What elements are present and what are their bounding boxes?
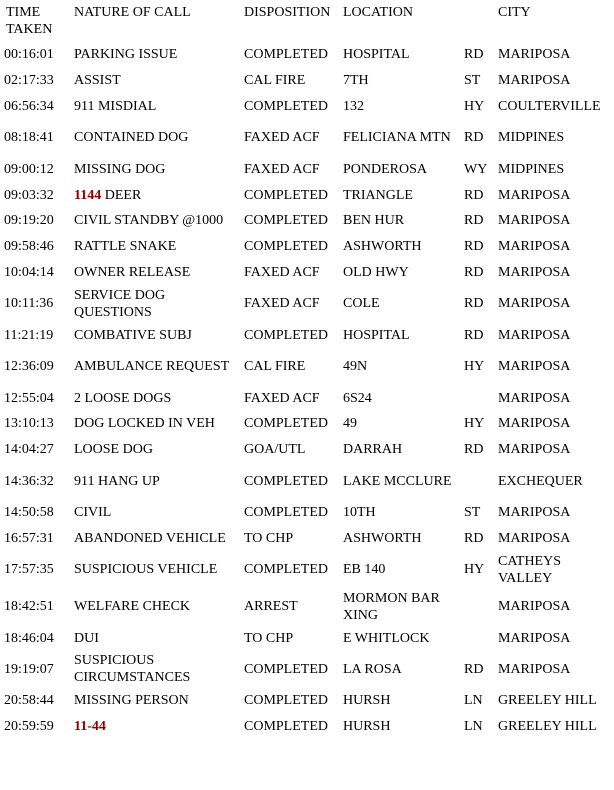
cell-time: 00:16:01 [4, 47, 54, 63]
header-nature: NATURE OF CALL [74, 5, 191, 20]
cell-street-suffix: HY [464, 98, 485, 114]
cell-nature [74, 348, 244, 385]
cell-time: 18:46:04 [4, 630, 54, 646]
cell-city: MARIPOSA [498, 327, 571, 343]
nature-text: CONTAINED DOG [74, 130, 189, 146]
table-row [0, 525, 614, 551]
cell-time: 14:04:27 [4, 442, 54, 458]
cell-time: 17:57:35 [4, 562, 54, 578]
cell-city: MIDPINES [498, 130, 565, 146]
table-row [0, 551, 614, 588]
cell-nature [74, 42, 244, 68]
cell-nature [74, 156, 244, 182]
cell-city: MIDPINES [498, 161, 565, 177]
cell-location: 49 [343, 416, 357, 432]
cell-disposition: FAXED ACF [244, 296, 320, 312]
cell-street-suffix: RD [464, 239, 484, 255]
nature-text: 911 HANG UP [74, 473, 160, 489]
nature-text: LOOSE DOG [74, 442, 153, 458]
cell-disposition: COMPLETED [244, 504, 328, 520]
table-row [0, 651, 614, 688]
table-row [0, 588, 614, 625]
cell-nature [74, 625, 244, 651]
nature-text: SUSPICIOUS VEHICLE [74, 562, 218, 578]
cell-location: BEN HUR [343, 213, 405, 229]
cell-time: 16:57:31 [4, 530, 54, 546]
cell-city: MARIPOSA [498, 504, 571, 520]
cell-location: OLD HWY [343, 264, 409, 280]
cell-city: MARIPOSA [498, 359, 571, 375]
cell-nature [74, 551, 244, 588]
cell-city: MARIPOSA [498, 442, 571, 458]
cell-time: 14:50:58 [4, 504, 54, 520]
cell-time: 20:59:59 [4, 719, 54, 735]
table-row [0, 411, 614, 437]
cell-time: 09:19:20 [4, 213, 54, 229]
nature-text: 911 MISDIAL [74, 98, 157, 114]
header-row [0, 0, 614, 42]
cell-disposition: FAXED ACF [244, 161, 320, 177]
table-row [0, 94, 614, 120]
table-row [0, 68, 614, 94]
cell-nature [74, 385, 244, 411]
cell-street-suffix: ST [464, 73, 481, 89]
cell-disposition: TO CHP [244, 630, 294, 646]
cell-street-suffix: WY [464, 161, 488, 177]
cell-disposition: COMPLETED [244, 562, 328, 578]
table-row [0, 182, 614, 208]
cell-disposition: COMPLETED [244, 239, 328, 255]
cell-location: LAKE MCCLURE [343, 473, 452, 489]
nature-text: DUI [74, 630, 99, 646]
table-row [0, 437, 614, 463]
cell-nature [74, 688, 244, 714]
cell-nature [74, 500, 244, 526]
cell-disposition: COMPLETED [244, 719, 328, 735]
cell-city: MARIPOSA [498, 213, 571, 229]
cell-time: 13:10:13 [4, 416, 54, 432]
cell-disposition: FAXED ACF [244, 130, 320, 146]
cell-disposition: COMPLETED [244, 213, 328, 229]
cell-nature [74, 437, 244, 463]
cell-location: MORMON BAR XING [343, 590, 440, 623]
cell-city: MARIPOSA [498, 530, 571, 546]
nature-text: AMBULANCE REQUEST [74, 359, 230, 375]
nature-text: CIVIL STANDBY @1000 [74, 213, 224, 229]
cell-location: HURSH [343, 719, 391, 735]
cell-disposition: FAXED ACF [244, 264, 320, 280]
nature-text: DEER [101, 187, 142, 203]
cell-street-suffix: ST [464, 504, 481, 520]
cell-nature [74, 119, 244, 156]
cell-city: MARIPOSA [498, 630, 571, 646]
cell-disposition: CAL FIRE [244, 73, 306, 89]
cell-nature [74, 208, 244, 234]
cell-time: 18:42:51 [4, 599, 54, 615]
cell-nature [74, 260, 244, 286]
nature-text: SERVICE DOG QUESTIONS [74, 287, 169, 320]
header-city: CITY [498, 5, 531, 20]
cell-disposition: COMPLETED [244, 327, 328, 343]
cell-nature [74, 182, 244, 208]
table-row [0, 156, 614, 182]
cell-disposition: COMPLETED [244, 187, 328, 203]
nature-text: RATTLE SNAKE [74, 239, 177, 255]
cell-time: 06:56:34 [4, 98, 54, 114]
call-code: 11-44 [74, 719, 106, 735]
cell-disposition: COMPLETED [244, 47, 328, 63]
cell-city: GREELEY HILL [498, 719, 597, 735]
table-row [0, 500, 614, 526]
cell-time: 20:58:44 [4, 693, 54, 709]
cell-location: COLE [343, 296, 380, 312]
cell-nature [74, 94, 244, 120]
header-location: LOCATION [343, 5, 413, 20]
cell-nature [74, 234, 244, 260]
cell-location: DARRAH [343, 442, 403, 458]
cell-nature [74, 68, 244, 94]
table-row [0, 625, 614, 651]
cell-city: MARIPOSA [498, 187, 571, 203]
cell-time: 12:36:09 [4, 359, 54, 375]
nature-text: MISSING DOG [74, 161, 166, 177]
cell-time: 02:17:33 [4, 73, 54, 89]
nature-text: PARKING ISSUE [74, 47, 178, 63]
header-disposition: DISPOSITION [244, 5, 331, 20]
cell-city: MARIPOSA [498, 599, 571, 615]
cell-time: 09:03:32 [4, 187, 54, 203]
cell-location: HURSH [343, 693, 391, 709]
table-row [0, 260, 614, 286]
cell-city: MARIPOSA [498, 264, 571, 280]
nature-text: SUSPICIOUS CIRCUMSTANCES [74, 653, 191, 686]
cell-time: 10:11:36 [4, 296, 54, 312]
cell-disposition: COMPLETED [244, 416, 328, 432]
cell-nature [74, 322, 244, 348]
nature-text: WELFARE CHECK [74, 599, 191, 615]
cell-location: 10TH [343, 504, 376, 520]
cell-street-suffix: RD [464, 187, 484, 203]
cell-street-suffix: RD [464, 264, 484, 280]
cell-city: MARIPOSA [498, 390, 571, 406]
cell-street-suffix [464, 625, 498, 651]
cell-time: 09:58:46 [4, 239, 54, 255]
header-suffix [464, 0, 498, 42]
cell-location: FELICIANA MTN [343, 130, 451, 146]
cell-disposition: COMPLETED [244, 693, 328, 709]
cell-street-suffix [464, 385, 498, 411]
cell-time: 11:21:19 [4, 327, 54, 343]
cell-street-suffix: HY [464, 359, 485, 375]
cell-location: 6S24 [343, 390, 372, 406]
cell-location: PONDEROSA [343, 161, 428, 177]
header-time: TIME TAKEN [6, 5, 53, 37]
cell-street-suffix: RD [464, 442, 484, 458]
cell-city: GREELEY HILL [498, 693, 597, 709]
table-row [0, 688, 614, 714]
table-row [0, 348, 614, 385]
cell-location: HOSPITAL [343, 327, 410, 343]
cell-location: 49N [343, 359, 368, 375]
cell-time: 10:04:14 [4, 264, 54, 280]
table-row [0, 42, 614, 68]
cell-disposition: CAL FIRE [244, 359, 306, 375]
cell-disposition: COMPLETED [244, 661, 328, 677]
cell-location: ASHWORTH [343, 239, 422, 255]
cell-street-suffix: LN [464, 719, 483, 735]
call-code: 1144 [74, 187, 102, 203]
cell-time: 08:18:41 [4, 130, 54, 146]
cell-nature [74, 285, 244, 322]
cell-location: 7TH [343, 73, 369, 89]
cell-time: 19:19:07 [4, 661, 54, 677]
cell-nature [74, 588, 244, 625]
cell-street-suffix: LN [464, 693, 483, 709]
nature-text: COMBATIVE SUBJ [74, 327, 192, 343]
cell-nature [74, 411, 244, 437]
cell-city: MARIPOSA [498, 661, 571, 677]
cell-street-suffix [464, 463, 498, 500]
cell-disposition: GOA/UTL [244, 442, 306, 458]
nature-text: OWNER RELEASE [74, 264, 191, 280]
cell-nature [74, 463, 244, 500]
cell-nature [74, 714, 244, 740]
cell-disposition: TO CHP [244, 530, 294, 546]
cell-disposition: ARREST [244, 599, 298, 615]
cell-street-suffix: RD [464, 213, 484, 229]
cell-street-suffix: RD [464, 327, 484, 343]
nature-text: 2 LOOSE DOGS [74, 390, 172, 406]
table-row [0, 208, 614, 234]
table-row [0, 234, 614, 260]
cell-city: MARIPOSA [498, 296, 571, 312]
cell-street-suffix: RD [464, 130, 484, 146]
cell-location: E WHITLOCK [343, 630, 430, 646]
cell-nature [74, 651, 244, 688]
cell-disposition: COMPLETED [244, 98, 328, 114]
table-row [0, 119, 614, 156]
cell-location: EB 140 [343, 562, 386, 578]
cell-street-suffix: HY [464, 562, 485, 578]
cell-disposition: FAXED ACF [244, 390, 320, 406]
table-row [0, 322, 614, 348]
nature-text: CIVIL [74, 504, 112, 520]
cell-time: 09:00:12 [4, 161, 54, 177]
table-row [0, 463, 614, 500]
cell-city: MARIPOSA [498, 239, 571, 255]
cell-location: TRIANGLE [343, 187, 413, 203]
cell-location: ASHWORTH [343, 530, 422, 546]
cell-time: 12:55:04 [4, 390, 54, 406]
cell-street-suffix: HY [464, 416, 485, 432]
nature-text: MISSING PERSON [74, 693, 189, 709]
cell-location: 132 [343, 98, 364, 114]
cell-street-suffix: RD [464, 296, 484, 312]
cell-location: HOSPITAL [343, 47, 410, 63]
cell-city: MARIPOSA [498, 73, 571, 89]
cell-street-suffix: RD [464, 47, 484, 63]
cell-street-suffix [464, 588, 498, 625]
nature-text: ASSIST [74, 73, 121, 89]
cell-street-suffix: RD [464, 661, 484, 677]
cell-street-suffix: RD [464, 530, 484, 546]
nature-text: ABANDONED VEHICLE [74, 530, 226, 546]
table-row [0, 285, 614, 322]
cell-city: MARIPOSA [498, 47, 571, 63]
table-row [0, 714, 614, 740]
cell-nature [74, 525, 244, 551]
table-row [0, 385, 614, 411]
call-log-body [0, 42, 614, 740]
cell-disposition: COMPLETED [244, 473, 328, 489]
cell-city: EXCHEQUER [498, 473, 583, 489]
nature-text: DOG LOCKED IN VEH [74, 416, 215, 432]
cell-time: 14:36:32 [4, 473, 54, 489]
cell-city: CATHEYS VALLEY [498, 553, 562, 586]
cell-city: MARIPOSA [498, 416, 571, 432]
cell-city: COULTERVILLE [498, 98, 601, 114]
cell-location: LA ROSA [343, 661, 402, 677]
